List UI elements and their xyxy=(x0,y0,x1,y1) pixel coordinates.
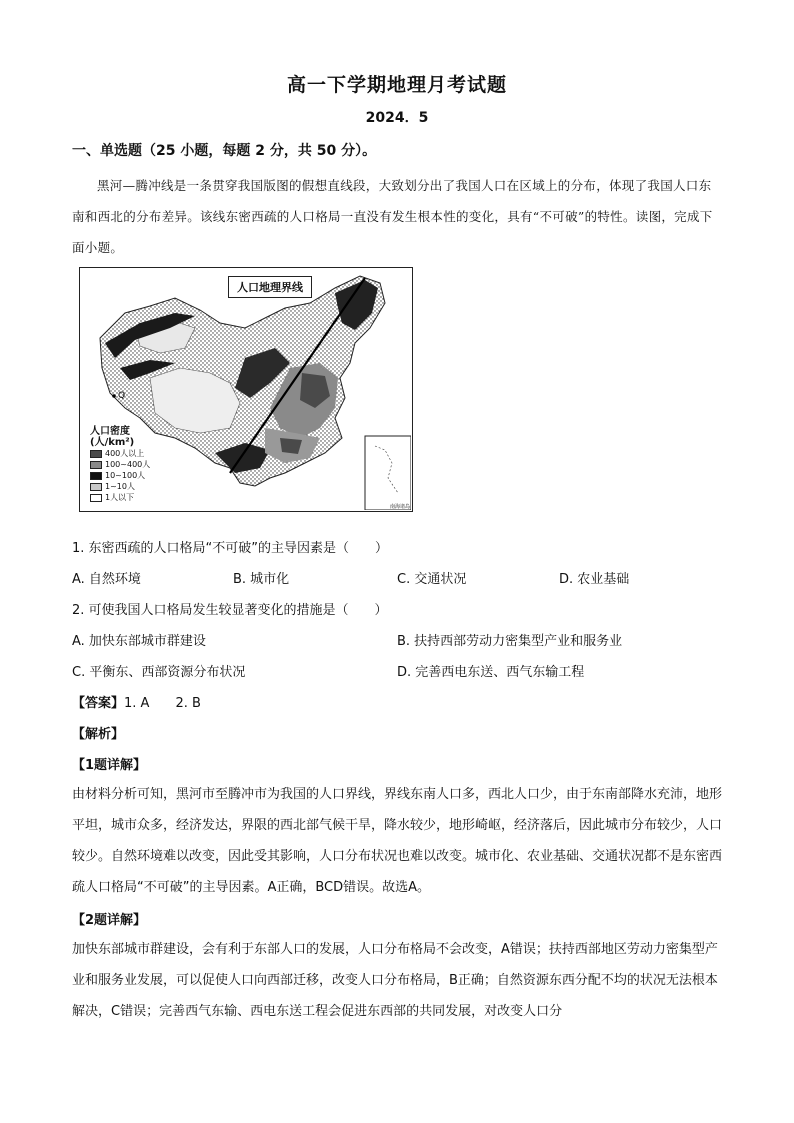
population-map xyxy=(79,267,413,512)
legend-title: 人口密度 xyxy=(90,426,130,437)
answer-value: 1. A 2. B xyxy=(124,696,201,711)
legend-item xyxy=(90,448,150,459)
question-2-option-a: A. 加快东部城市群建设 xyxy=(72,634,206,649)
q2-detail-label: 【2题详解】 xyxy=(72,913,147,928)
legend-item xyxy=(90,459,150,470)
legend-label: 1~10人 xyxy=(105,482,135,491)
legend-swatch xyxy=(90,494,102,502)
question-1-option-c: C. 交通状况 xyxy=(397,572,467,587)
q1-detail-label: 【1题详解】 xyxy=(72,758,147,773)
legend-label: 400人以上 xyxy=(105,449,145,458)
legend-swatch xyxy=(90,483,102,491)
map-title: 人口地理界线 xyxy=(228,276,312,298)
legend-unit: (人/km²) xyxy=(90,437,135,448)
material-paragraph: 黑河—腾冲线是一条贯穿我国版图的假想直线段，大致划分出了我国人口在区域上的分布，体现了我国人口东南和西北的分布差异。该线东密西疏的人口格局一直没有发生根本性的变化，具有“不可破”的特性。读图，完成下面小题。 xyxy=(72,178,713,255)
page-title: 高一下学期地理月考试题 xyxy=(286,74,507,96)
point-q-marker xyxy=(112,394,116,398)
answer-line xyxy=(72,692,201,711)
question-2-option-c: C. 平衡东、西部资源分布状况 xyxy=(72,665,246,680)
question-2-option-b: B. 扶持西部劳动力密集型产业和服务业 xyxy=(397,634,623,649)
question-2-option-d: D. 完善西电东送、西气东输工程 xyxy=(397,665,585,680)
map-legend xyxy=(90,426,150,503)
question-2-stem: 2. 可使我国人口格局发生较显著变化的措施是（ ） xyxy=(72,603,388,618)
legend-item xyxy=(90,481,150,492)
question-1-stem: 1. 东密西疏的人口格局“不可破”的主导因素是（ ） xyxy=(72,541,389,556)
legend-item xyxy=(90,492,150,503)
answer-label: 【答案】 xyxy=(72,696,125,711)
question-1-option-d: D. 农业基础 xyxy=(559,572,630,587)
legend-item xyxy=(90,470,150,481)
q2-detail-text: 加快东部城市群建设，会有利于东部人口的发展，人口分布格局不会改变，A错误；扶持西部地区劳动力密集型产业和服务业发展，可以促使人口向西部迁移，改变人口分布格局，B正确；自然资源东西分配不均的状况无法根本解决，C错误；完善西气东输、西电东送工程会促进东西部的共同发展，对改变人口分 xyxy=(72,942,718,1019)
legend-label: 100~400人 xyxy=(105,460,151,469)
legend-label: 1人以下 xyxy=(105,493,135,502)
q1-detail-text: 由材料分析可知，黑河市至腾冲市为我国的人口界线，界线东南人口多，西北人口少，由于东南部降水充沛，地形平坦，城市众多，经济发达，界限的西北部气候干旱，降水较少，地形崎岖，经济落后，因此城市分布较少，人口较少。自然环境难以改变，因此受其影响，人口分布状况也难以改变。城市化、农业基础、交通状况都不是东密西疏人口格局“不可破”的主导因素。A正确，BCD错误。故选A。 xyxy=(72,787,723,895)
legend-label: 10~100人 xyxy=(105,471,146,480)
question-1-option-a: A. 自然环境 xyxy=(72,572,141,587)
point-q-label: Q xyxy=(118,391,126,401)
exam-date: 2024．5 xyxy=(365,110,429,126)
section-heading: 一、单选题（25 小题，每题 2 分，共 50 分）。 xyxy=(72,143,377,159)
legend-swatch xyxy=(90,461,102,469)
legend-swatch xyxy=(90,450,102,458)
analysis-label: 【解析】 xyxy=(72,727,125,742)
south-sea-inset xyxy=(365,436,411,510)
inset-caption: 南海诸岛 xyxy=(389,504,410,510)
question-1-option-b: B. 城市化 xyxy=(233,572,290,587)
legend-swatch xyxy=(90,472,102,480)
